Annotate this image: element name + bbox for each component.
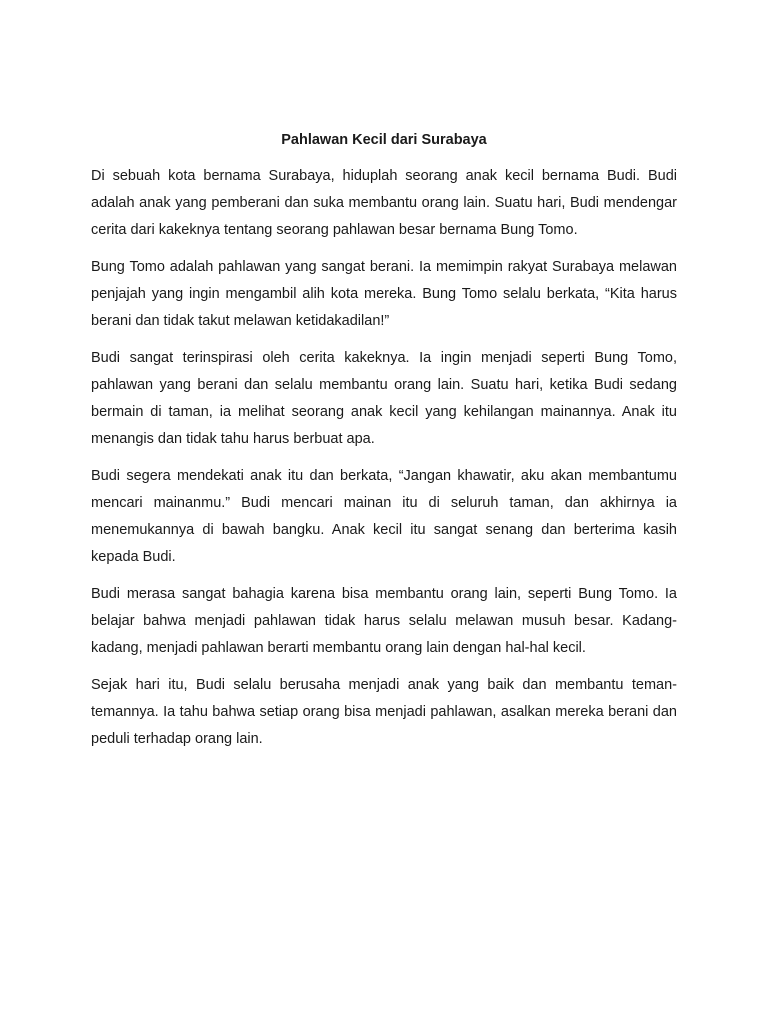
document-title: Pahlawan Kecil dari Surabaya xyxy=(281,132,487,148)
paragraph-2: Bung Tomo adalah pahlawan yang sangat berani. Ia memimpin rakyat Surabaya melawan penjajah yang ingin mengambil alih kota mereka. Bung Tomo selalu berkata, “Kita harus berani dan tidak takut melawan ketidakadilan!” xyxy=(91,259,677,329)
document-body xyxy=(91,127,677,763)
paragraph-3: Budi sangat terinspirasi oleh cerita kakeknya. Ia ingin menjadi seperti Bung Tomo, pahlawan yang berani dan selalu membantu orang lain. Suatu hari, ketika Budi sedang bermain di taman, ia melihat seorang anak kecil yang kehilangan mainannya. Anak itu menangis dan tidak tahu harus berbuat apa. xyxy=(91,350,677,447)
paragraph-6: Sejak hari itu, Budi selalu berusaha menjadi anak yang baik dan membantu teman-temannya. Ia tahu bahwa setiap orang bisa menjadi pahlawan, asalkan mereka berani dan peduli terhadap orang lain. xyxy=(91,677,677,747)
paragraph-5: Budi merasa sangat bahagia karena bisa membantu orang lain, seperti Bung Tomo. Ia belajar bahwa menjadi pahlawan tidak harus selalu melawan musuh besar. Kadang-kadang, menjadi pahlawan berarti membantu orang lain dengan hal-hal kecil. xyxy=(91,586,677,656)
paragraph-1: Di sebuah kota bernama Surabaya, hiduplah seorang anak kecil bernama Budi. Budi adalah anak yang pemberani dan suka membantu orang lain. Suatu hari, Budi mendengar cerita dari kakeknya tentang seorang pahlawan besar bernama Bung Tomo. xyxy=(91,168,677,238)
paragraph-4: Budi segera mendekati anak itu dan berkata, “Jangan khawatir, aku akan membantumu mencari mainanmu.” Budi mencari mainan itu di seluruh taman, dan akhirnya ia menemukannya di bawah bangku. Anak kecil itu sangat senang dan berterima kasih kepada Budi. xyxy=(91,468,677,565)
